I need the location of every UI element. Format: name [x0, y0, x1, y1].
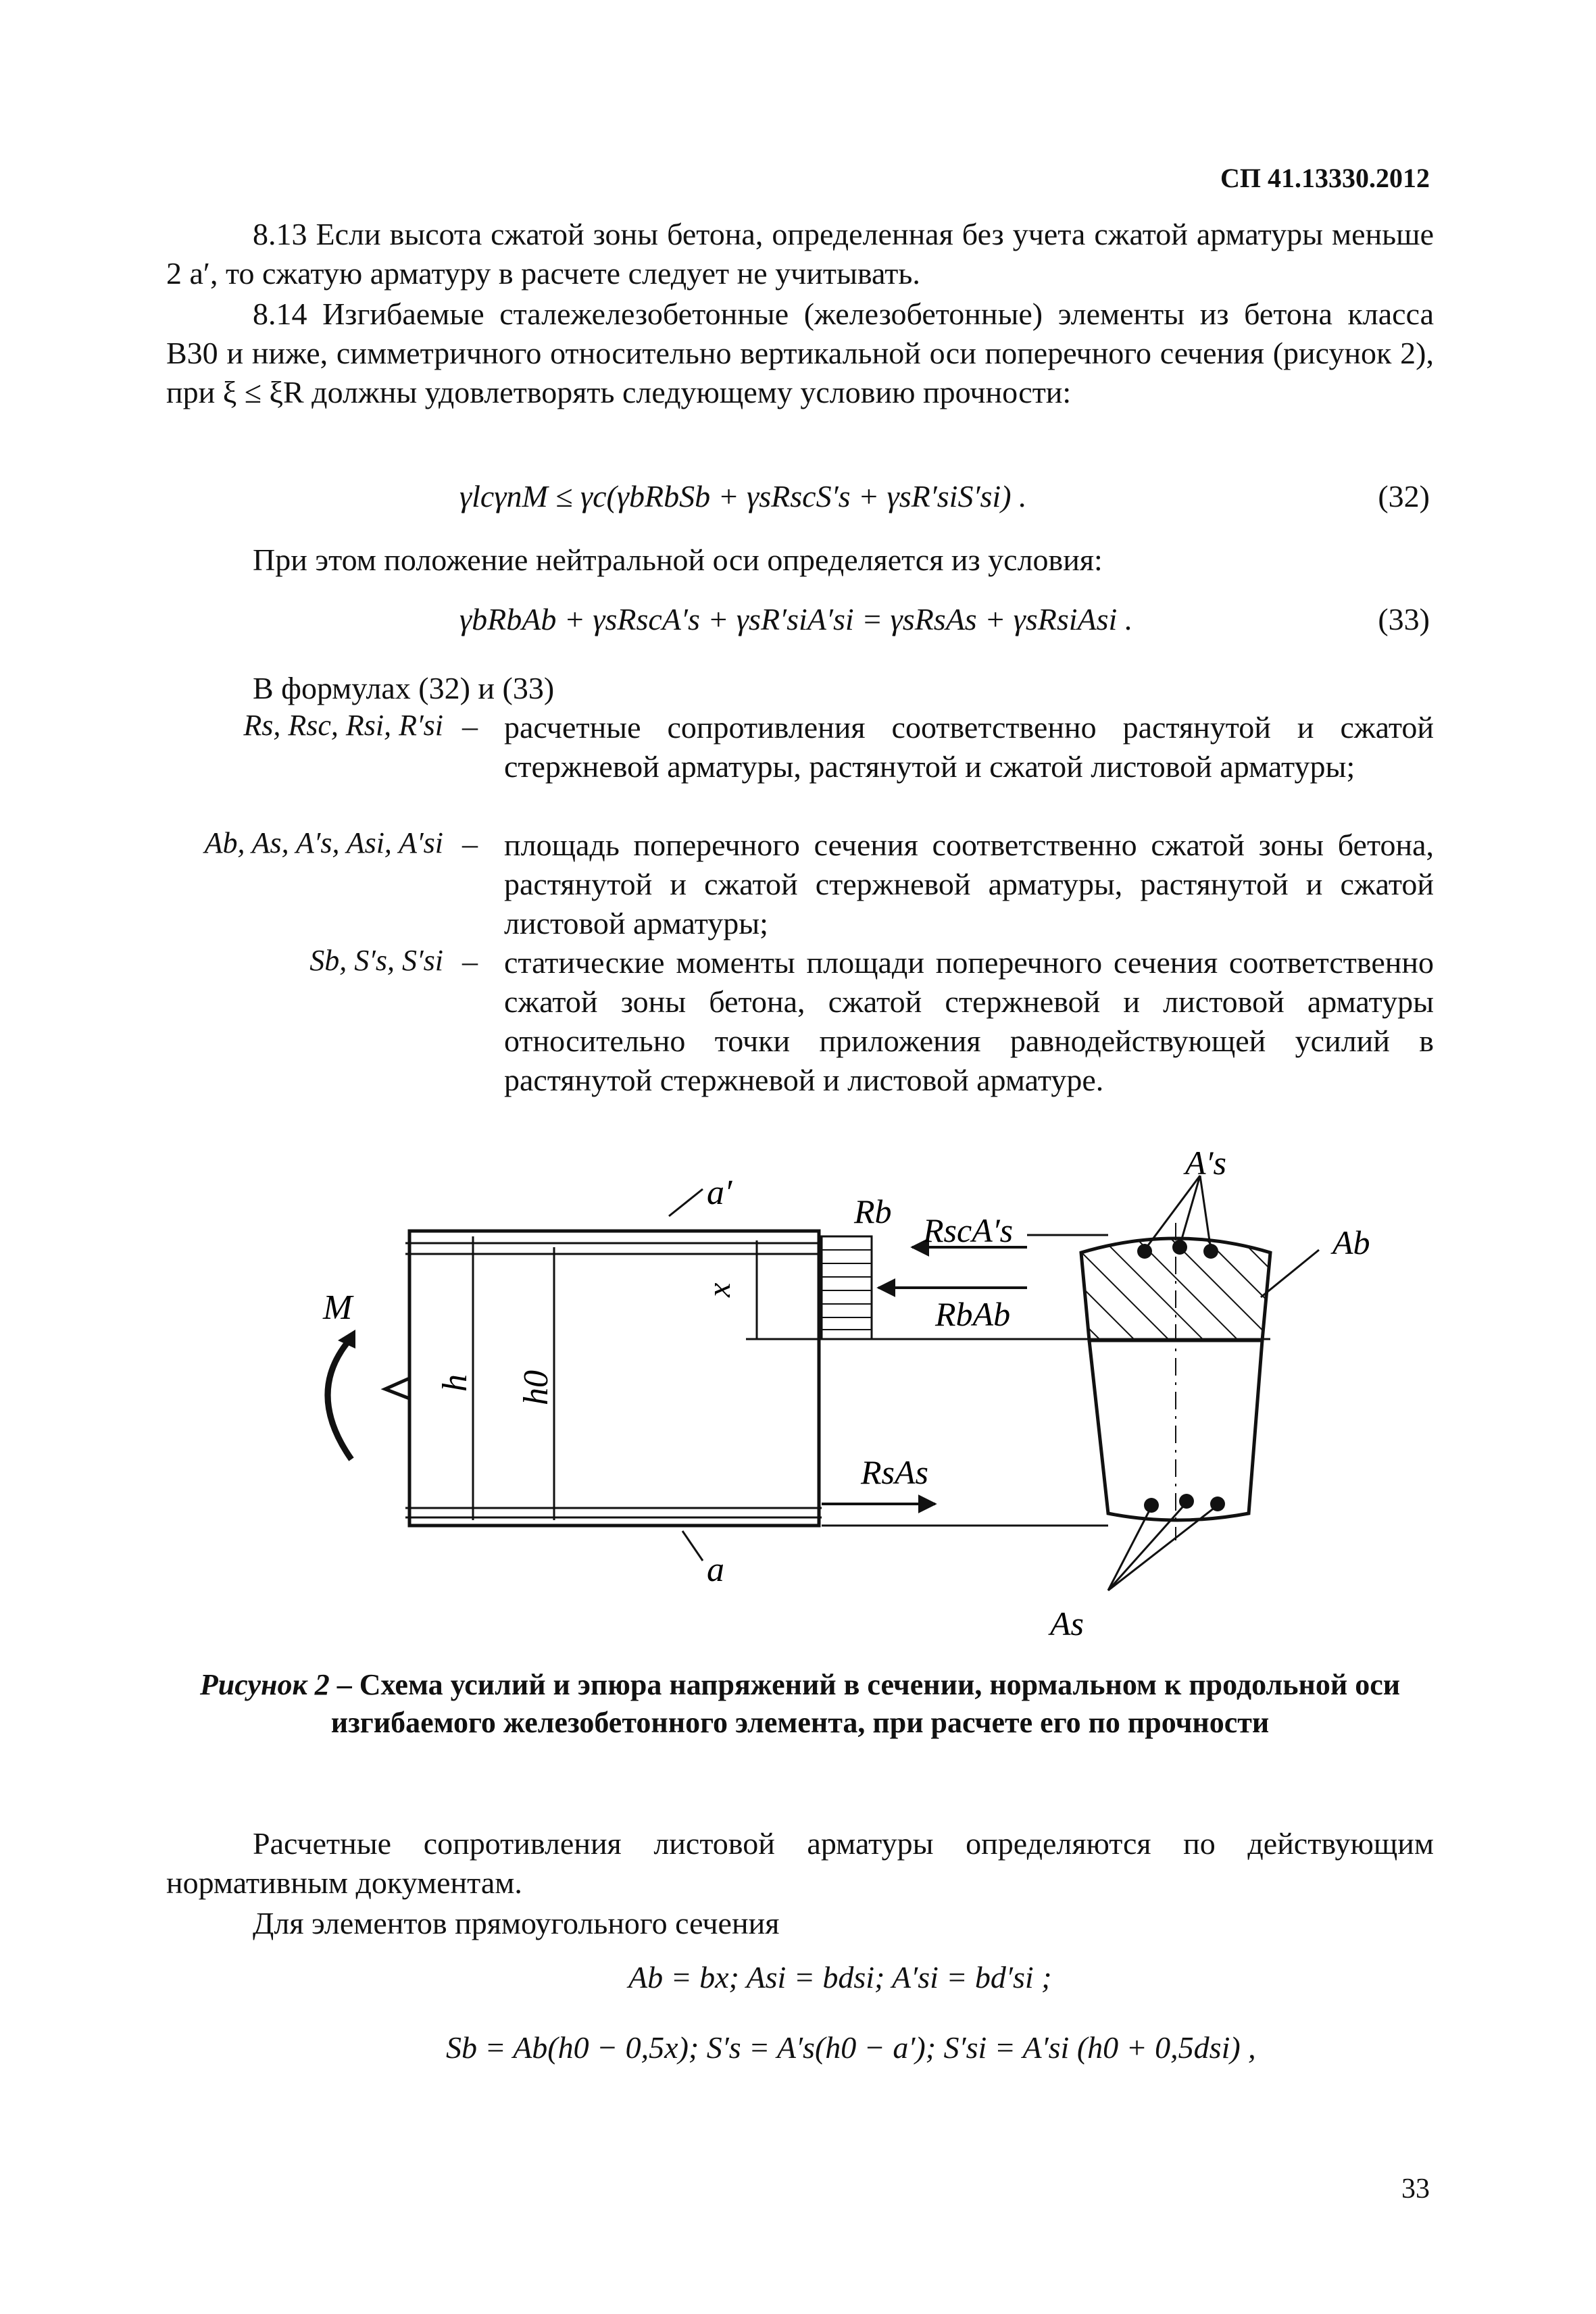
equation-rect-areas: Ab = bx; Asi = bdsi; A′si = bd′si ;: [628, 1960, 1052, 1994]
label-RscAs: RscA′s: [923, 1211, 1014, 1249]
equation-32-number: (32): [1378, 479, 1430, 513]
label-RbAb: RbAb: [935, 1295, 1011, 1333]
label-Rb: Rb: [854, 1192, 892, 1230]
cross-section: [1081, 1223, 1270, 1540]
label-M: M: [323, 1288, 353, 1327]
label-Ab: Ab: [1332, 1224, 1370, 1261]
label-a: a: [707, 1551, 724, 1589]
equation-rect-moments: Sb = Ab(h0 − 0,5x); S′s = A′s(h0 − a′); S′si = A′si (h0 + 0,5dsi) ,: [446, 2030, 1256, 2065]
definition-desc-resistances: расчетные сопротивления соответственно растянутой и сжатой стержневой арматуры, растянутой и сжатой листовой арматуры;: [504, 710, 1434, 784]
equation-32: γlcγnM ≤ γc(γbRbSb + γsRscS′s + γsR′siS′si) .: [459, 479, 1027, 513]
figure-caption-text: – Схема усилий и эпюра напряжений в сечении, нормальном к продольной оси изгибаемого железобетонного элемента, при расчете его по прочности: [329, 1668, 1401, 1739]
definition-desc-moments: статические моменты площади поперечного сечения соответственно сжатой зоны бетона, сжатой стержневой и листовой арматуры относительно точки приложения равнодействующей усилий в растянутой стержневой и листовой арматуре.: [504, 945, 1434, 1097]
page-number: 33: [1401, 2173, 1430, 2205]
moment-arc: [328, 1338, 351, 1459]
As-prime-leader: [1180, 1176, 1200, 1246]
paragraph-8-14: 8.14 Изгибаемые сталежелезобетонные (железобетонные) элементы из бетона класса B30 и ниже, симметричного относительно вертикальной оси поперечного сечения (рисунок 2), при ξ ≤ ξR должны удовлетворять следующему условию прочности:: [166, 297, 1434, 409]
label-h0: h0: [517, 1370, 555, 1405]
As-leader: [1108, 1505, 1218, 1590]
figure-caption-lead: Рисунок 2: [199, 1668, 330, 1701]
paragraph-neutral-axis: При этом положение нейтральной оси определяется из условия:: [253, 543, 1103, 577]
definition-desc-areas: площадь поперечного сечения соответственно сжатой зоны бетона, растянутой и сжатой стержневой арматуры, растянутой и сжатой листовой арматуры;: [504, 828, 1434, 940]
label-a-prime: a′: [707, 1174, 732, 1212]
figure-caption: [166, 1666, 1434, 1742]
definition-term-areas: Ab, As, A′s, Asi, A′si: [204, 826, 443, 859]
a-leader: [682, 1531, 703, 1561]
label-h: h: [436, 1374, 474, 1392]
definition-dash: –: [462, 709, 478, 743]
stress-diagram: [822, 1236, 872, 1339]
definition-dash: –: [462, 944, 478, 978]
definition-term-moments: Sb, S′s, S′si: [309, 944, 443, 977]
label-RsAs: RsAs: [861, 1453, 928, 1491]
break-line: [385, 1231, 409, 1526]
paragraph-sheet-resistance: Расчетные сопротивления листовой арматуры определяются по действующим нормативным документам.: [166, 1826, 1434, 1900]
label-As: As: [1050, 1605, 1084, 1642]
definition-dash: –: [462, 826, 478, 861]
paragraph-formulas-intro: В формулах (32) и (33): [253, 671, 555, 705]
figure-2-diagram: [0, 1142, 1596, 1655]
document-code: СП 41.13330.2012: [1220, 163, 1430, 193]
equation-33-number: (33): [1378, 602, 1430, 636]
definition-term-resistances: Rs, Rsc, Rsi, R′si: [243, 709, 443, 742]
label-x: x: [701, 1282, 737, 1297]
equation-33: γbRbAb + γsRscA′s + γsR′siA′si = γsRsAs + γsRsiAsi .: [459, 602, 1133, 636]
paragraph-rectangular: Для элементов прямоугольного сечения: [253, 1906, 780, 1940]
a-prime-leader: [669, 1189, 703, 1216]
label-As-prime: A′s: [1185, 1144, 1226, 1182]
paragraph-8-13: 8.13 Если высота сжатой зоны бетона, определенная без учета сжатой арматуры меньше 2 a′, то сжатую арматуру в расчете следует не учитывать.: [166, 217, 1434, 291]
